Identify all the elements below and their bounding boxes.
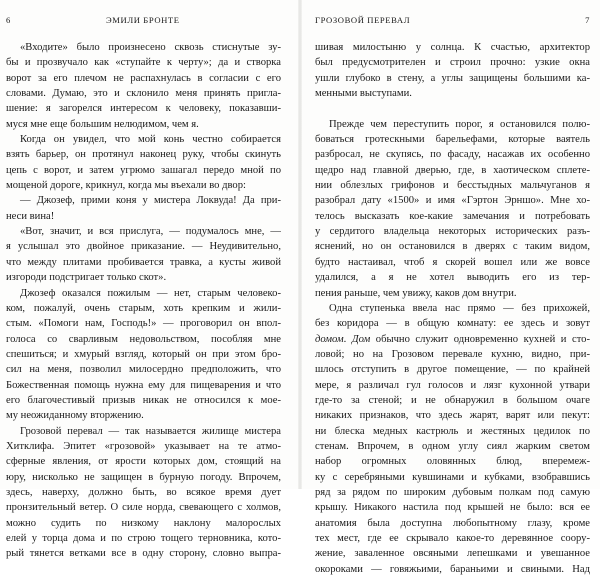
text-line: стенам. Впрочем, в одном углу сиял жарким светом bbox=[315, 440, 590, 452]
text-line: ворот за его плечом не распахнулась в согласии с его bbox=[6, 72, 281, 84]
page-number: 6 bbox=[6, 15, 11, 25]
text-line: пения раньше, чем увижу, каков дом внутри. bbox=[315, 287, 517, 299]
text-line: жение, заваленное овсяными лепешками и увешанное bbox=[315, 548, 590, 560]
text-line: «Вот, значит, и вся прислуга, — подумалось мне, — bbox=[20, 226, 281, 238]
text-line: анатомия была доступна любопытному глазу, кроме bbox=[315, 517, 590, 529]
text-line: тех мест, где ее скрывало какое-то деревянное соору- bbox=[315, 533, 590, 544]
text-line: словами. Думаю, это и склонило меня принять пригла- bbox=[6, 88, 281, 100]
text-line: муся мне еще большим нелюдимом, чем я. bbox=[6, 118, 199, 130]
text-line: что между плитами пробивается травка, а кусты живой bbox=[6, 256, 281, 268]
text-line: голоса со сварливым недовольством, пособляя мне bbox=[6, 333, 281, 345]
page-number: 7 bbox=[585, 15, 590, 25]
text-line: у сердитого владельца некоторых исторических разъ- bbox=[315, 226, 590, 238]
text-line: был предусмотрителен и строил прочно: узкие окна bbox=[315, 57, 590, 69]
text-line: изгороди подстригает только скот». bbox=[6, 272, 167, 284]
text-line: Грозовой перевал — так называется жилище мистера bbox=[20, 425, 281, 437]
text-line: шивая милостыню у солнца. К счастью, архитектор bbox=[315, 42, 590, 53]
text-line: «Входите» было произнесено сквозь стиснутые зу- bbox=[20, 42, 281, 53]
text-line: будто настаивал, чтоб я скорей вошел или же вовсе bbox=[315, 256, 590, 268]
text-line: нии облезлых грифонов и бесстыдных мальчуганов я bbox=[315, 180, 590, 192]
text-line: неси вина! bbox=[6, 210, 55, 222]
text-line: шение: я загорелся интересом к человеку, показавши- bbox=[6, 103, 281, 115]
text-line: где-то за стеной; и не обнаружил в большом очаге bbox=[315, 394, 590, 406]
text-line: Прежде чем переступить порог, я остановился полю- bbox=[329, 118, 590, 130]
text-line: щедро над главной дверью, где, в хаотическом сплете- bbox=[315, 164, 590, 176]
text-line: взять барьер, он протянул наконец руку, чтобы скинуть bbox=[6, 149, 281, 161]
text-line: окороками — говяжьими, бараньими и свиными. Над bbox=[315, 563, 590, 575]
text-line: ловой; но на Грозовом перевале кухню, видно, при- bbox=[315, 348, 590, 360]
text-line: ушли глубоко в стену, а углы защищены большими ка- bbox=[315, 72, 590, 84]
right-page-text bbox=[315, 40, 590, 577]
left-page-text bbox=[6, 40, 281, 562]
text-line: набор огромных оловянных блюд, вперемеж- bbox=[315, 456, 590, 468]
text-line: сферные явления, от ярости которых дом, стоящий на bbox=[6, 456, 281, 468]
text-line: мощеной дороге, крикнул, когда мы въехали во двор: bbox=[6, 180, 246, 192]
text-line: никаких признаков, что здесь жарят, варят или пекут: bbox=[315, 410, 590, 422]
text-line: спешиться; и хмурый взгляд, который он при этом бро- bbox=[6, 348, 281, 360]
text-line: домом. Дом обычно служит одновременно кухней и сто- bbox=[315, 333, 590, 345]
text-line: ку с серебряными кувшинами и кубками, взобравшись bbox=[315, 471, 590, 483]
paragraph-gap bbox=[315, 101, 590, 116]
text-line: Джозеф оказался пожилым — нет, старым человеко- bbox=[20, 287, 281, 299]
text-line: здесь, наверху, должно быть, во всякое время дует bbox=[6, 486, 281, 498]
text-line: разбросал, не скупясь, по фасаду, насажав их особенно bbox=[315, 149, 590, 161]
text-line: удалился, а я не хотел выводить его из тер- bbox=[315, 272, 590, 284]
right-page bbox=[301, 0, 600, 575]
text-line: Когда он увидел, что мой конь честно собирается bbox=[20, 134, 281, 146]
text-line: му неожиданному вторжению. bbox=[6, 410, 144, 422]
text-line: я услышал это двойное приказание. — Неудивительно, bbox=[6, 241, 281, 253]
text-line: Хитклифа. Эпитет «грозовой» указывает на те атмо- bbox=[6, 440, 281, 452]
text-line: сил на меня, позволил милосердно предположить, что bbox=[6, 364, 281, 376]
text-line: ни блеска медных кастрюль и жестяных цедилок по bbox=[315, 425, 590, 437]
text-line: стым. «Помоги нам, Господь!» — проговорил он впол- bbox=[6, 318, 281, 330]
text-line: боваться гротескными барельефами, которые ваятель bbox=[315, 134, 590, 146]
text-line: — Джозеф, прими коня у мистера Локвуда! Да при- bbox=[20, 195, 281, 207]
text-line: разобрал дату «1500» и имя «Гэртон Эрншо». Мне хо- bbox=[315, 195, 590, 207]
text-line: можно судить по низкому наклону малорослых bbox=[6, 517, 281, 529]
text-line: яснений, но он остановился в дверях с таким видом, bbox=[315, 241, 590, 253]
text-line: елей у торца дома и по строю тощего терновника, кото- bbox=[6, 533, 281, 544]
text-line: ком, пожалуй, очень старым, хоть крепким и жили- bbox=[6, 302, 281, 314]
text-line: юру, нисколько не защищен в бурную погоду. Впрочем, bbox=[6, 471, 281, 483]
text-line: Божественная помощь нужна ему для пищеварения и что bbox=[6, 379, 281, 391]
text-line: телось высказать кое-какие замечания и потребовать bbox=[315, 210, 590, 222]
text-line: Одна ступенька ввела нас прямо — без прихожей, bbox=[329, 302, 590, 314]
left-page-header bbox=[6, 14, 289, 26]
text-line: мере, я различал гул голосов и лязг кухонной утвари bbox=[315, 379, 590, 391]
text-line: крышу. Никакого настила под крышей не было: вся ее bbox=[315, 502, 590, 514]
text-line: менными выступами. bbox=[315, 88, 412, 100]
right-page-header bbox=[315, 14, 590, 26]
text-line: без коридора — в общую комнату: ее здесь и зовут bbox=[315, 318, 590, 330]
text-line: цепь с ворот, и затем угрюмо зашагал передо мной по bbox=[6, 164, 281, 176]
text-line: бы и прозвучало как «ступайте к черту»; да и створка bbox=[6, 57, 281, 69]
text-line: шлось отступить в другое помещение, — по крайней bbox=[315, 364, 590, 376]
text-line: пронзительный ветер. О силе норда, свевающего с холмов, bbox=[6, 502, 281, 514]
text-line: рый тянется ветками все в одну сторону, словно выпра- bbox=[6, 548, 281, 560]
text-line: ряд за рядом по широким дубовым полкам под самую bbox=[315, 486, 590, 498]
text-line: его благочестивый призыв никак не относился к мое- bbox=[6, 394, 281, 406]
running-head-author: ЭМИЛИ БРОНТЕ bbox=[106, 15, 180, 25]
left-page bbox=[0, 0, 299, 560]
running-head-title: ГРОЗОВОЙ ПЕРЕВАЛ bbox=[315, 15, 411, 25]
